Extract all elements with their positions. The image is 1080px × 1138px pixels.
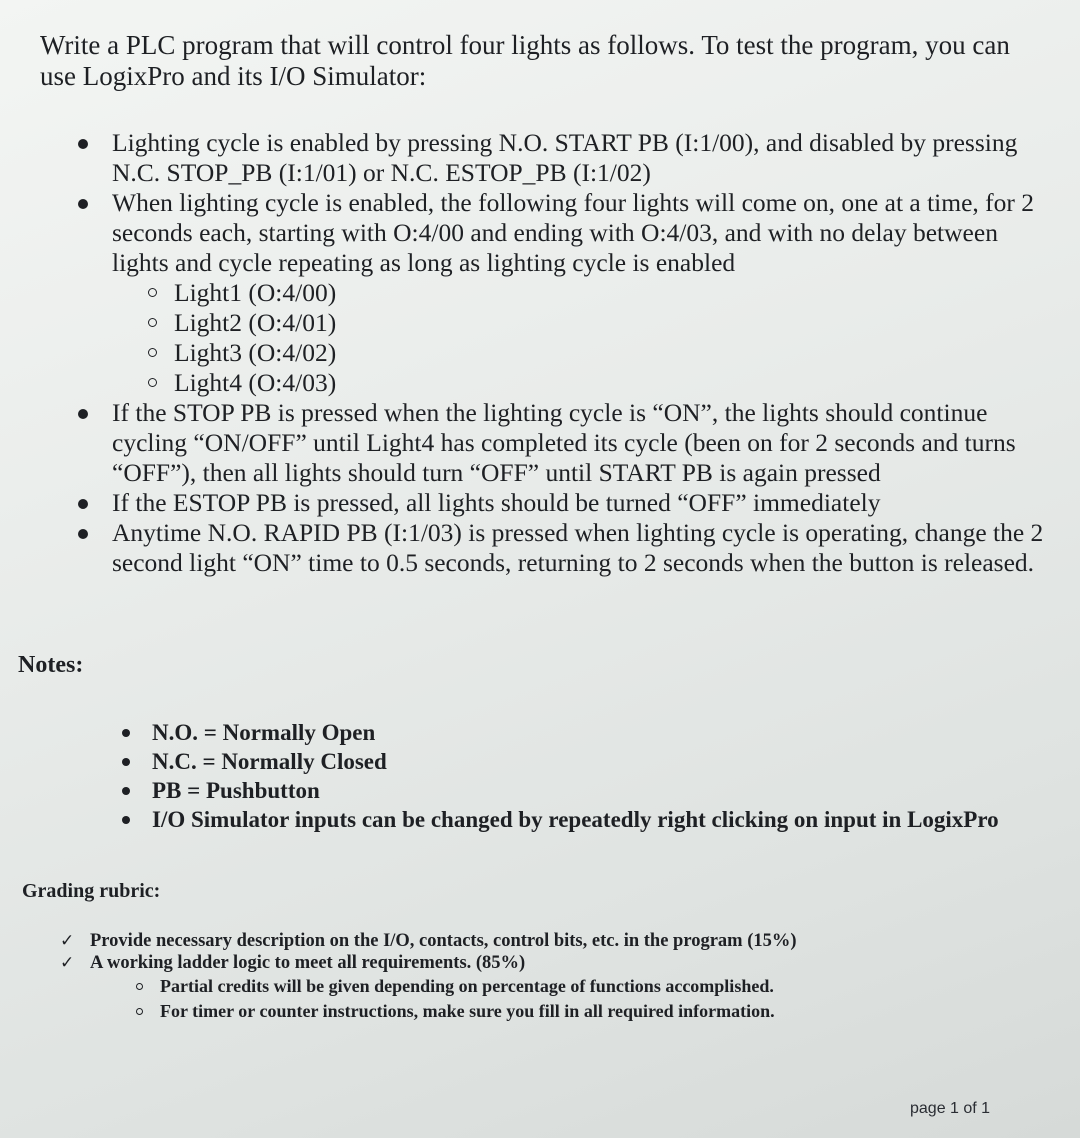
intro-paragraph: Write a PLC program that will control four lights as follows. To test the program, you can use LogixPro and its I/O Simulator: (40, 30, 1010, 91)
rubric-item (60, 930, 960, 952)
grading-heading: Grading rubric: (22, 880, 161, 902)
bullet-icon (78, 499, 88, 509)
light-label: Light4 (O:4/03) (174, 368, 337, 397)
rubric-sublist (132, 974, 960, 1024)
rubric-subitem (132, 974, 960, 999)
note-item (118, 776, 1018, 805)
requirement-text: If the STOP PB is pressed when the lighting cycle is “ON”, the lights should continue cycling “ON/OFF” until Light4 has completed its cycle (been on for 2 seconds and turns “OFF”), then all lights should turn “OFF” until START PB is again pressed (112, 398, 1016, 487)
note-item (118, 805, 1018, 834)
requirement-text: When lighting cycle is enabled, the following four lights will come on, one at a time, for 2 seconds each, starting with O:4/00 and ending with O:4/03, and with no delay between lights and cycle repeating as long as lighting cycle is enabled (112, 188, 1035, 277)
bullet-icon (122, 787, 130, 795)
rubric-text: Provide necessary description on the I/O, contacts, control bits, etc. in the program (15%) (90, 931, 797, 951)
light-item (142, 278, 1047, 308)
note-text: PB = Pushbutton (152, 778, 320, 803)
rubric-item (60, 952, 960, 1024)
requirements-list (72, 128, 1047, 578)
rubric-subtext: Partial credits will be given depending on percentage of functions accomplished. (160, 976, 774, 996)
bullet-icon (122, 729, 130, 737)
requirement-item (72, 488, 1047, 518)
bullet-icon (122, 758, 130, 766)
light-item (142, 308, 1047, 338)
requirement-text: If the ESTOP PB is pressed, all lights should be turned “OFF” immediately (112, 488, 881, 517)
checkmark-icon: ✓ (60, 953, 75, 973)
requirement-item (72, 518, 1047, 578)
light-label: Light2 (O:4/01) (174, 308, 337, 337)
requirement-text: Lighting cycle is enabled by pressing N.O. START PB (I:1/00), and disabled by pressing N.C. STOP_PB (I:1/01) or N.C. ESTOP_PB (I:1/02) (112, 128, 1018, 187)
rubric-subitem (132, 999, 960, 1024)
light-item (142, 368, 1047, 398)
bullet-icon (78, 199, 88, 209)
bullet-icon (122, 816, 130, 824)
circle-bullet-icon (136, 983, 143, 990)
note-text: I/O Simulator inputs can be changed by repeatedly right clicking on input in LogixPro (152, 807, 999, 832)
requirement-item (72, 188, 1047, 398)
light-label: Light1 (O:4/00) (174, 278, 337, 307)
requirement-item (72, 128, 1047, 188)
bullet-icon (78, 409, 88, 419)
page-number: page 1 of 1 (910, 1100, 991, 1117)
lights-list (142, 278, 1047, 398)
light-item (142, 338, 1047, 368)
note-item (118, 747, 1018, 776)
circle-bullet-icon (148, 288, 157, 297)
rubric-text: A working ladder logic to meet all requirements. (85%) (90, 953, 526, 973)
requirement-item (72, 398, 1047, 488)
rubric-subtext: For timer or counter instructions, make sure you fill in all required information. (160, 1001, 775, 1021)
bullet-icon (78, 529, 88, 539)
circle-bullet-icon (136, 1008, 143, 1015)
note-item (118, 718, 1018, 747)
light-label: Light3 (O:4/02) (174, 338, 337, 367)
rubric-list (60, 930, 960, 1024)
bullet-icon (78, 139, 88, 149)
circle-bullet-icon (148, 378, 157, 387)
notes-heading: Notes: (18, 652, 84, 678)
requirement-text: Anytime N.O. RAPID PB (I:1/03) is pressed when lighting cycle is operating, change the 2 second light “ON” time to 0.5 seconds, returning to 2 seconds when the button is released. (112, 518, 1044, 577)
checkmark-icon: ✓ (60, 931, 75, 951)
note-text: N.O. = Normally Open (152, 720, 376, 745)
note-text: N.C. = Normally Closed (152, 749, 387, 774)
circle-bullet-icon (148, 318, 157, 327)
circle-bullet-icon (148, 348, 157, 357)
notes-list (118, 718, 1018, 834)
